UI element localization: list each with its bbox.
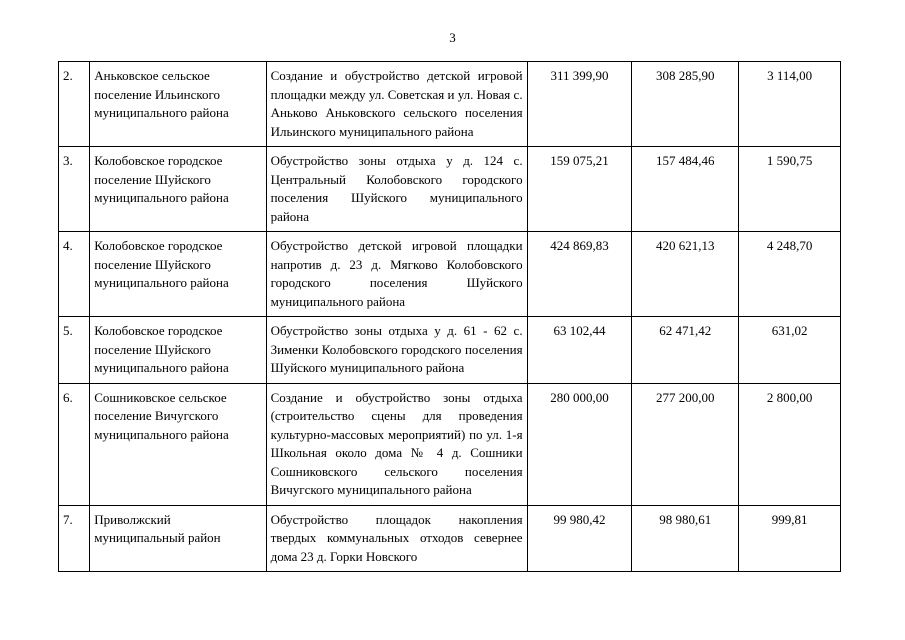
- amount-local-cell: 3 114,00: [739, 62, 841, 147]
- row-number: 5.: [59, 317, 90, 384]
- row-number: 7.: [59, 505, 90, 572]
- municipality-cell: Колобовское городское поселение Шуйского муниципального района: [90, 317, 266, 384]
- amount-local-cell: 1 590,75: [739, 147, 841, 232]
- project-description-cell: Обустройство зоны отдыха у д. 124 с. Центральный Колобовского городского поселения Шуйского муниципального района: [266, 147, 527, 232]
- project-description-cell: Обустройство зоны отдыха у д. 61 - 62 с. Зименки Колобовского городского поселения Шуйского муниципального района: [266, 317, 527, 384]
- table-row: [59, 505, 841, 572]
- project-description-cell: Создание и обустройство детской игровой площадки между ул. Советская и ул. Новая с. Аньково Аньковского сельского поселения Ильинского муниципального района: [266, 62, 527, 147]
- municipality-cell: Колобовское городское поселение Шуйского муниципального района: [90, 232, 266, 317]
- municipality-cell: Сошниковское сельское поселение Вичугского муниципального района: [90, 383, 266, 505]
- subsidy-table: [58, 61, 841, 572]
- page-number: 3: [449, 30, 456, 45]
- amount-regional-cell: 277 200,00: [632, 383, 739, 505]
- amount-total-cell: 280 000,00: [527, 383, 632, 505]
- project-description-cell: Обустройство площадок накопления твердых коммунальных отходов севернее дома 23 д. Горки Новского: [266, 505, 527, 572]
- municipality-cell: Колобовское городское поселение Шуйского муниципального района: [90, 147, 266, 232]
- table-row: [59, 383, 841, 505]
- amount-total-cell: 63 102,44: [527, 317, 632, 384]
- row-number: 3.: [59, 147, 90, 232]
- municipality-cell: Приволжский муниципальный район: [90, 505, 266, 572]
- project-description-cell: Создание и обустройство зоны отдыха (строительство сцены для проведения культурно-массовых мероприятий) по ул. 1-я Школьная около дома № 4 д. Сошники Сошниковского сельского поселения Вичугского муниципального района: [266, 383, 527, 505]
- amount-total-cell: 311 399,90: [527, 62, 632, 147]
- row-number: 4.: [59, 232, 90, 317]
- table-row: [59, 232, 841, 317]
- amount-regional-cell: 62 471,42: [632, 317, 739, 384]
- table-row: [59, 147, 841, 232]
- amount-regional-cell: 308 285,90: [632, 62, 739, 147]
- amount-regional-cell: 98 980,61: [632, 505, 739, 572]
- amount-regional-cell: 157 484,46: [632, 147, 739, 232]
- table-row: [59, 62, 841, 147]
- amount-local-cell: 4 248,70: [739, 232, 841, 317]
- row-number: 6.: [59, 383, 90, 505]
- amount-total-cell: 159 075,21: [527, 147, 632, 232]
- amount-regional-cell: 420 621,13: [632, 232, 739, 317]
- amount-total-cell: 424 869,83: [527, 232, 632, 317]
- amount-local-cell: 999,81: [739, 505, 841, 572]
- amount-total-cell: 99 980,42: [527, 505, 632, 572]
- project-description-cell: Обустройство детской игровой площадки напротив д. 23 д. Мягково Колобовского городского поселения Шуйского муниципального района: [266, 232, 527, 317]
- amount-local-cell: 631,02: [739, 317, 841, 384]
- row-number: 2.: [59, 62, 90, 147]
- amount-local-cell: 2 800,00: [739, 383, 841, 505]
- table-row: [59, 317, 841, 384]
- municipality-cell: Аньковское сельское поселение Ильинского муниципального района: [90, 62, 266, 147]
